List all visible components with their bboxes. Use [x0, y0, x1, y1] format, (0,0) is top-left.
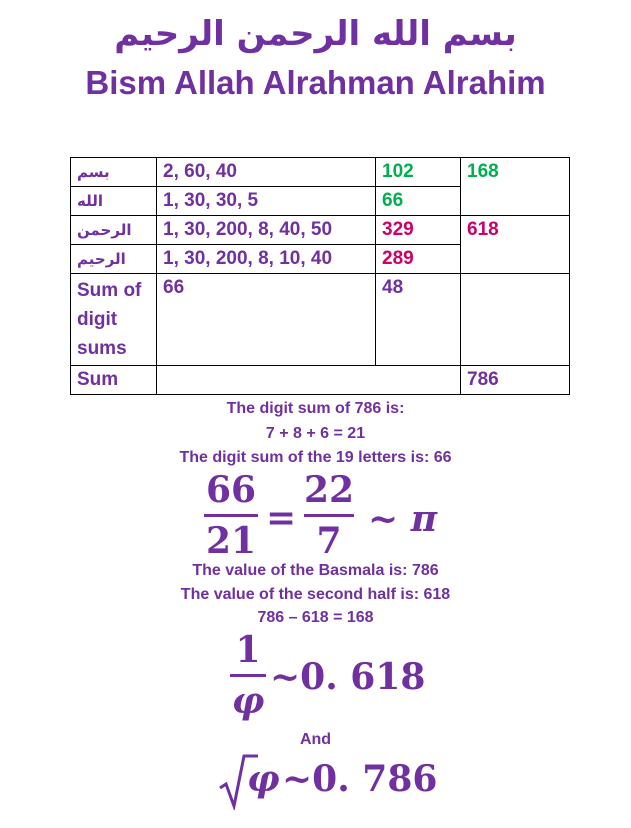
- empty-cell: [157, 366, 461, 395]
- table-row: [71, 216, 570, 245]
- sqrt-argument: φ: [247, 758, 280, 800]
- fraction-numerator: 22: [304, 469, 355, 511]
- title-latin: Bism Allah Alrahman Alrahim: [85, 64, 546, 101]
- equals-sign: =: [266, 497, 297, 539]
- approx-pi: ~ π: [368, 498, 438, 540]
- fraction-1-phi: [230, 630, 266, 721]
- values-cell: 2, 60, 40: [157, 158, 376, 187]
- word-cell: بسم: [71, 158, 157, 187]
- fraction-denominator: φ: [231, 680, 265, 722]
- note-line-1: The digit sum of 786 is:: [226, 400, 405, 417]
- word-sum-cell: 289: [376, 245, 461, 274]
- table-row: [71, 366, 570, 395]
- fraction-22-7: [304, 470, 354, 561]
- fraction-bar: [230, 674, 266, 677]
- table-row: [71, 158, 570, 187]
- fraction-denominator: 21: [205, 520, 257, 562]
- note-line-3: The digit sum of the 19 letters is: 66: [179, 449, 452, 466]
- word-cell: الله: [71, 187, 157, 216]
- note-line-2: 7 + 8 + 6 = 21: [265, 425, 366, 442]
- word-cell: الرحمن: [71, 216, 157, 245]
- fraction-numerator: 66: [205, 469, 257, 511]
- note-line-4: The value of the Basmala is: 786: [192, 562, 439, 579]
- approx-0786: ~0. 786: [282, 758, 438, 800]
- empty-cell: [461, 274, 570, 366]
- table-row: [71, 274, 570, 366]
- note-line-5: The value of the second half is: 618: [180, 586, 451, 603]
- fraction-denominator: 7: [316, 520, 342, 562]
- note-line-6: 786 – 618 = 168: [257, 609, 374, 626]
- fraction-66-21: [204, 470, 258, 561]
- word-sum-cell: 102: [376, 158, 461, 187]
- gematria-table: [70, 157, 570, 395]
- group-sum-cell: 618: [461, 216, 570, 274]
- values-cell: 1, 30, 200, 8, 40, 50: [157, 216, 376, 245]
- total-label: Sum: [71, 366, 157, 395]
- fraction-bar: [304, 514, 354, 517]
- digit-sums-value1: 66: [157, 274, 376, 366]
- total-value: 786: [461, 366, 570, 395]
- group-sum-cell: 168: [461, 158, 570, 216]
- note-and: And: [299, 731, 332, 748]
- digit-sums-value2: 48: [376, 274, 461, 366]
- values-cell: 1, 30, 200, 8, 10, 40: [157, 245, 376, 274]
- digit-sums-label: Sum of digit sums: [71, 274, 157, 366]
- fraction-numerator: 1: [235, 629, 261, 671]
- word-sum-cell: 329: [376, 216, 461, 245]
- values-cell: 1, 30, 30, 5: [157, 187, 376, 216]
- fraction-bar: [204, 514, 258, 517]
- title-arabic: بسم الله الرحمن الرحيم: [114, 14, 517, 54]
- word-sum-cell: 66: [376, 187, 461, 216]
- word-cell: الرحيم: [71, 245, 157, 274]
- approx-0618: ~0. 618: [270, 656, 426, 698]
